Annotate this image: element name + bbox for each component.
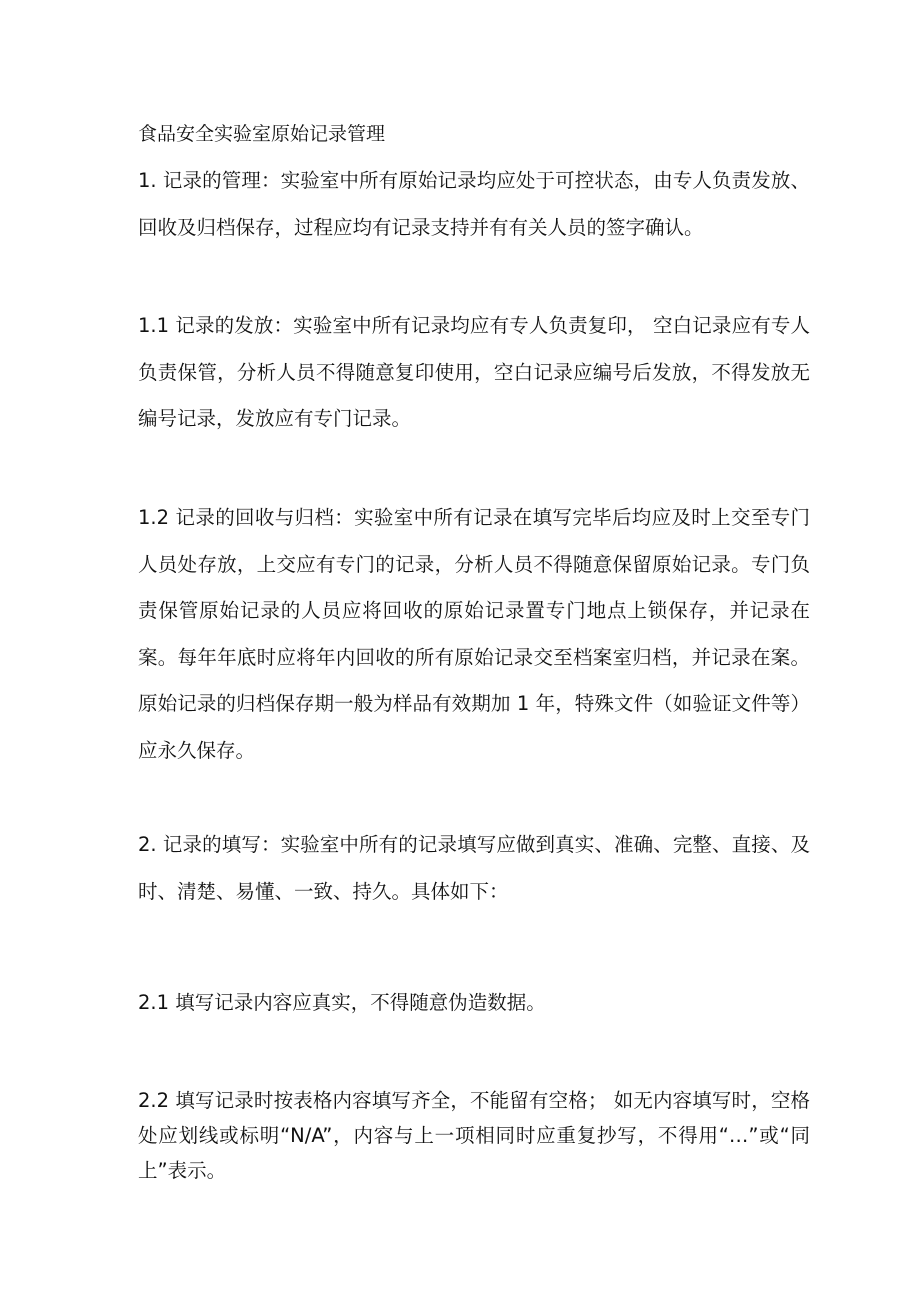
paragraph-2-2: 2.2 填写记录时按表格内容填写齐全，不能留有空格； 如无内容填写时，空格处应划线或标明“N/A”，内容与上一项相同时应重复抄写，不得用“…”或“同上”表示。 xyxy=(138,1089,810,1182)
paragraph-1: 1. 记录的管理：实验室中所有原始记录均应处于可控状态，由专人负责发放、回收及归档保存，过程应均有记录支持并有有关人员的签字确认。 xyxy=(138,169,810,239)
paragraph-1-2: 1.2 记录的回收与归档：实验室中所有记录在填写完毕后均应及时上交至专门人员处存放，上交应有专门的记录，分析人员不得随意保留原始记录。专门负责保管原始记录的人员应将回收的原始记录置专门地点上锁保存，并记录在案。每年年底时应将年内回收的所有原始记录交至档案室归档，并记录在案。原始记录的归档保存期一般为样品有效期加 1 年，特殊文件（如验证文件等）应永久保存。 xyxy=(138,506,810,762)
document-title: 食品安全实验室原始记录管理 xyxy=(138,123,386,145)
paragraph-2: 2. 记录的填写：实验室中所有的记录填写应做到真实、准确、完整、直接、及时、清楚、易懂、一致、持久。具体如下： xyxy=(138,833,810,903)
paragraph-1-1: 1.1 记录的发放：实验室中所有记录均应有专人负责复印， 空白记录应有专人负责保管，分析人员不得随意复印使用，空白记录应编号后发放，不得发放无编号记录，发放应有专门记录。 xyxy=(138,314,810,430)
paragraph-2-1: 2.1 填写记录内容应真实，不得随意伪造数据。 xyxy=(138,991,546,1014)
